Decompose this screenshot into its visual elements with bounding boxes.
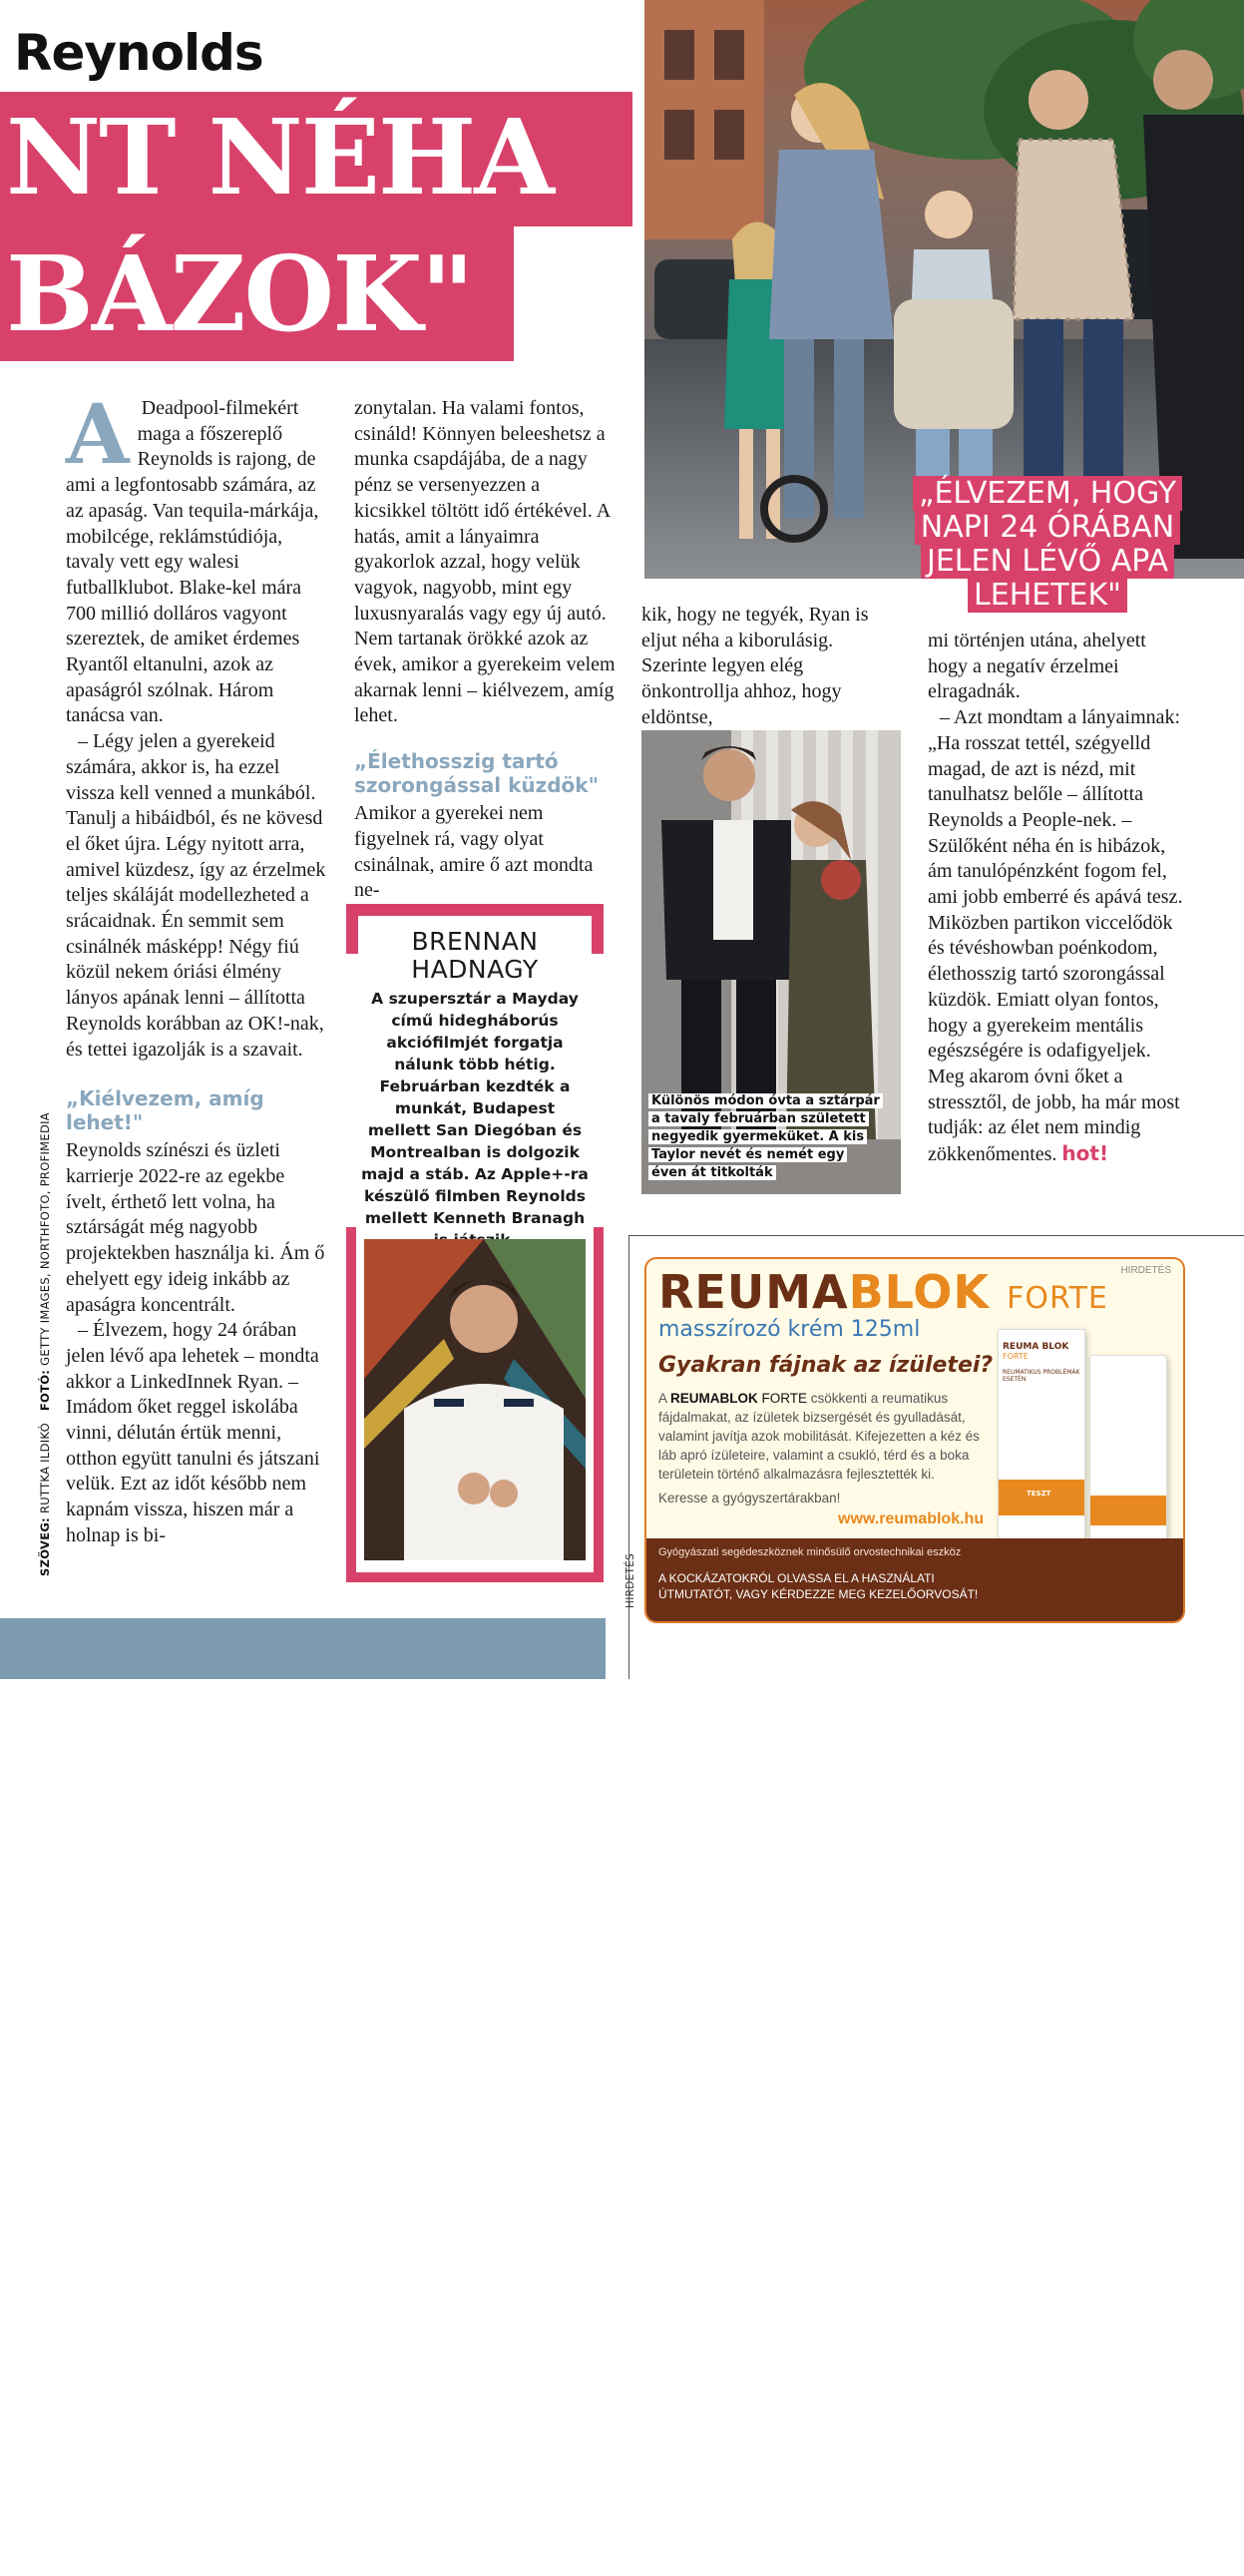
ad-brand-part1: REUMA — [658, 1265, 849, 1319]
credits — [38, 1112, 52, 1576]
credit-text-label: SZÖVEG: — [38, 1517, 52, 1576]
paragraph — [928, 705, 1189, 1168]
sidebar-box — [361, 928, 589, 1251]
ad-footer-line2: A KOCKÁZATOKRÓL OLVASSA EL A HASZNÁLATI ÚTMUTATÓT, VAGY KÉRDEZZE MEG KEZELŐORVOSÁT! — [658, 1571, 979, 1601]
headline-line-2: BÁZOK" — [6, 232, 473, 355]
subheading: „Kiélvezem, amíg lehet!" — [66, 1086, 264, 1135]
officer-photo — [364, 1239, 586, 1560]
ad-divider-vertical — [628, 1235, 629, 1679]
column-1 — [66, 387, 327, 1549]
ad-brand-part3: FORTE — [1007, 1281, 1108, 1316]
ad-divider-horizontal — [628, 1235, 1244, 1236]
advertisement — [644, 1257, 1185, 1623]
product-box-brand: REUMA BLOK — [1003, 1342, 1069, 1352]
ad-subtitle: masszírozó krém 125ml — [658, 1317, 921, 1342]
sidebar-title-1: BRENNAN — [411, 927, 539, 956]
sidebar-frame-top — [346, 904, 604, 916]
ad-side-label: HIRDETÉS — [624, 1552, 636, 1608]
ad-brand-part2: BLOK — [848, 1265, 991, 1319]
ad-url[interactable]: www.reumablok.hu — [838, 1510, 985, 1527]
paragraph: – Élvezem, hogy 24 órában jelen lévő apa lehetek – mondta akkor a LinkedInnek Ryan. – Imádom őket reggel iskolába vinni, délután értük menni, otthon együtt tanulni és játszani velük. Ezt az időt később nem kapnám vissza, hiszen már a holnap is bi- — [66, 1319, 320, 1546]
headline-line-1: NT NÉHA — [6, 96, 553, 218]
ad-cta: Keresse a gyógyszertárakban! — [658, 1491, 841, 1505]
credit-text-author: RUTTKA ILDIKÓ — [38, 1423, 52, 1514]
product-box-band — [999, 1480, 1084, 1515]
credit-photo-source: GETTY IMAGES, NORTHFOTO, PROFIMEDIA — [38, 1112, 52, 1366]
ad-footer-line1: Gyógyászati segédeszköznek minősülő orvostechnikai eszköz — [658, 1546, 962, 1558]
ad-question: Gyakran fájnak az ízületei? — [658, 1353, 994, 1378]
signoff: hot! — [1061, 1141, 1109, 1166]
paragraph: – Légy jelen a gyerekeid számára, akkor is, ha ezzel vissza kell venned a munkából. Tanulj a hibáidból, és ne kövesd el őket újra. Légy nyitott arra, amivel küzdesz, így az érzelmek teljes skáláját modellezheted a srácaidnak. Én semmit sem csinálnék másképp! Négy fiú közül nekem óriási élmény lányos apának lenni – állította Reynolds korábban az OK!-nak, és tettei igazolják is a szavait. — [66, 730, 326, 1061]
sidebar-text: A szupersztár a Mayday című hidegháborús akciófilmjét forgatja nálunk több hétig. Februárban kezdték a munkát, Budapest mellett San Diegóban és Montrealban is dolgozik majd a stáb. Az Apple+-ra készülő filmben Reynolds mellett Kenneth Branagh — [361, 990, 589, 1227]
ad-body-prefix: A — [658, 1391, 671, 1406]
pull-quote-text: „ÉLVEZEM, HOGY NAPI 24 ÓRÁBAN JELEN LÉVŐ APA LEHETEK" — [913, 476, 1182, 613]
sidebar-title-2: HADNAGY — [411, 955, 539, 984]
sidebar-left-bar — [346, 904, 358, 954]
paragraph: Reynolds színészi és üzleti karrierje 2022-re az egekbe ívelt, érthető lett volna, ha sztárságát még nagyobb projektekben használja ki. Ám ő ehelyett egy ideig inkább az apaságra koncentrált. — [66, 1139, 325, 1316]
ad-body-rest: csökkenti a reumatikus fájdalmakat, az ízületek bizsergését és gyulladását, valamint javítja azok mobilitását. Kifejezetten a kéz és láb apró ízületeire, valamint a csukló, térd és a boka területein történő alkalmazásra fejlesztették ki. — [658, 1391, 980, 1482]
product-tube-band — [1090, 1496, 1166, 1525]
ad-body-brand2: FORTE — [757, 1391, 808, 1406]
paragraph: Amikor a gyerekei nem figyelnek rá, vagy olyat csinálnak, amire ő azt mondta ne- — [354, 802, 594, 902]
paragraph: kik, hogy ne tegyék, Ryan is eljut néha a kiborulásig. Szerinte legyen elég önkontrollja ahhoz, hogy eldöntse, — [641, 604, 869, 728]
sidebar-right-bar — [592, 904, 604, 954]
intro-paragraph: Deadpool-filmekért maga a főszereplő Reynolds is rajong, de ami a legfontosabb számára, az az apaság. Van tequila-márkája, mobilcége, reklámstúdiója, tavaly vett egy walesi futballklubot. Blake-kel mára 700 millió dolláros vagyont szereztek, de amiket érdemes Ryantől eltanulni, azok az apaságról szólnak. Három tanácsa van. — [66, 397, 319, 727]
product-box-subtitle: REUMATIKUS PROBLÉMÁK ESETÉN — [1003, 1369, 1080, 1383]
pull-quote — [898, 477, 1197, 613]
ad-corner-label: HIRDETÉS — [1120, 1265, 1171, 1276]
paragraph: zonytalan. Ha valami fontos, csináld! Könnyen beleeshetsz a munka csapdájába, de a nagy pénz se versenyezzen a kicsikkel töltött idő értékével. A hatás, amit a lányaimra gyakorlok azzal, hogy velük vagyok, nagyobb, mint egy luxusnyaralás vagy egy új autó. Nem tartanak örökké azok az évek, amikor a gyerekeim velem akarnak lenni – kiélvezem, amíg lehet. — [354, 397, 616, 727]
product-box-forte: FORTE — [1003, 1352, 1029, 1361]
ad-footer — [646, 1538, 1183, 1621]
column-2 — [354, 396, 616, 904]
column-4 — [928, 629, 1189, 1168]
ad-body — [658, 1389, 990, 1484]
paragraph-text: – Azt mondtam a lányaimnak: „Ha rosszat tettél, szégyelld magad, de azt is nézd, mit tanulhatsz belőle – állította Reynolds a People-nek. – Szülőként néha én is hibázok, ám tanulópénzként fogom fel, ami jobb emberré és apává tesz. Miközben partikon viccelődök és tévéshowban poénkodom, élethosszig tartó szorongással küzdök. Emiatt olyan fontos, hogy a gyerekeim mentális egészségére is odafigyeljek. Meg akarom óvni őket a stressztől, de jobb, ha már most tudják: az élet nem mindig zökkenőmentes. — [928, 706, 1183, 1166]
ad-body-brand: REUMABLOK — [670, 1391, 758, 1406]
paragraph: mi történjen utána, ahelyett hogy a negatív érzelmei elragadnák. — [928, 630, 1146, 703]
bottom-color-bar — [0, 1618, 606, 1679]
ad-brand — [658, 1265, 1108, 1319]
drop-cap: A — [66, 387, 130, 483]
product-box-badge: TESZT — [1027, 1490, 1051, 1498]
sidebar-frame-left — [346, 904, 358, 2576]
column-3 — [641, 603, 903, 731]
kicker-name: Reynolds — [14, 24, 263, 82]
photo-caption — [648, 1092, 880, 1182]
credit-photo-label: FOTÓ: — [38, 1369, 52, 1412]
photo-caption-text: Különös módon óvta a sztárpár a tavaly februárban született negyedik gyermeküket. A kis Taylor nevét és nemét egy éven át titkolták — [648, 1093, 883, 1180]
subheading: „Élethosszig tartó szorongással küzdök" — [354, 749, 600, 798]
